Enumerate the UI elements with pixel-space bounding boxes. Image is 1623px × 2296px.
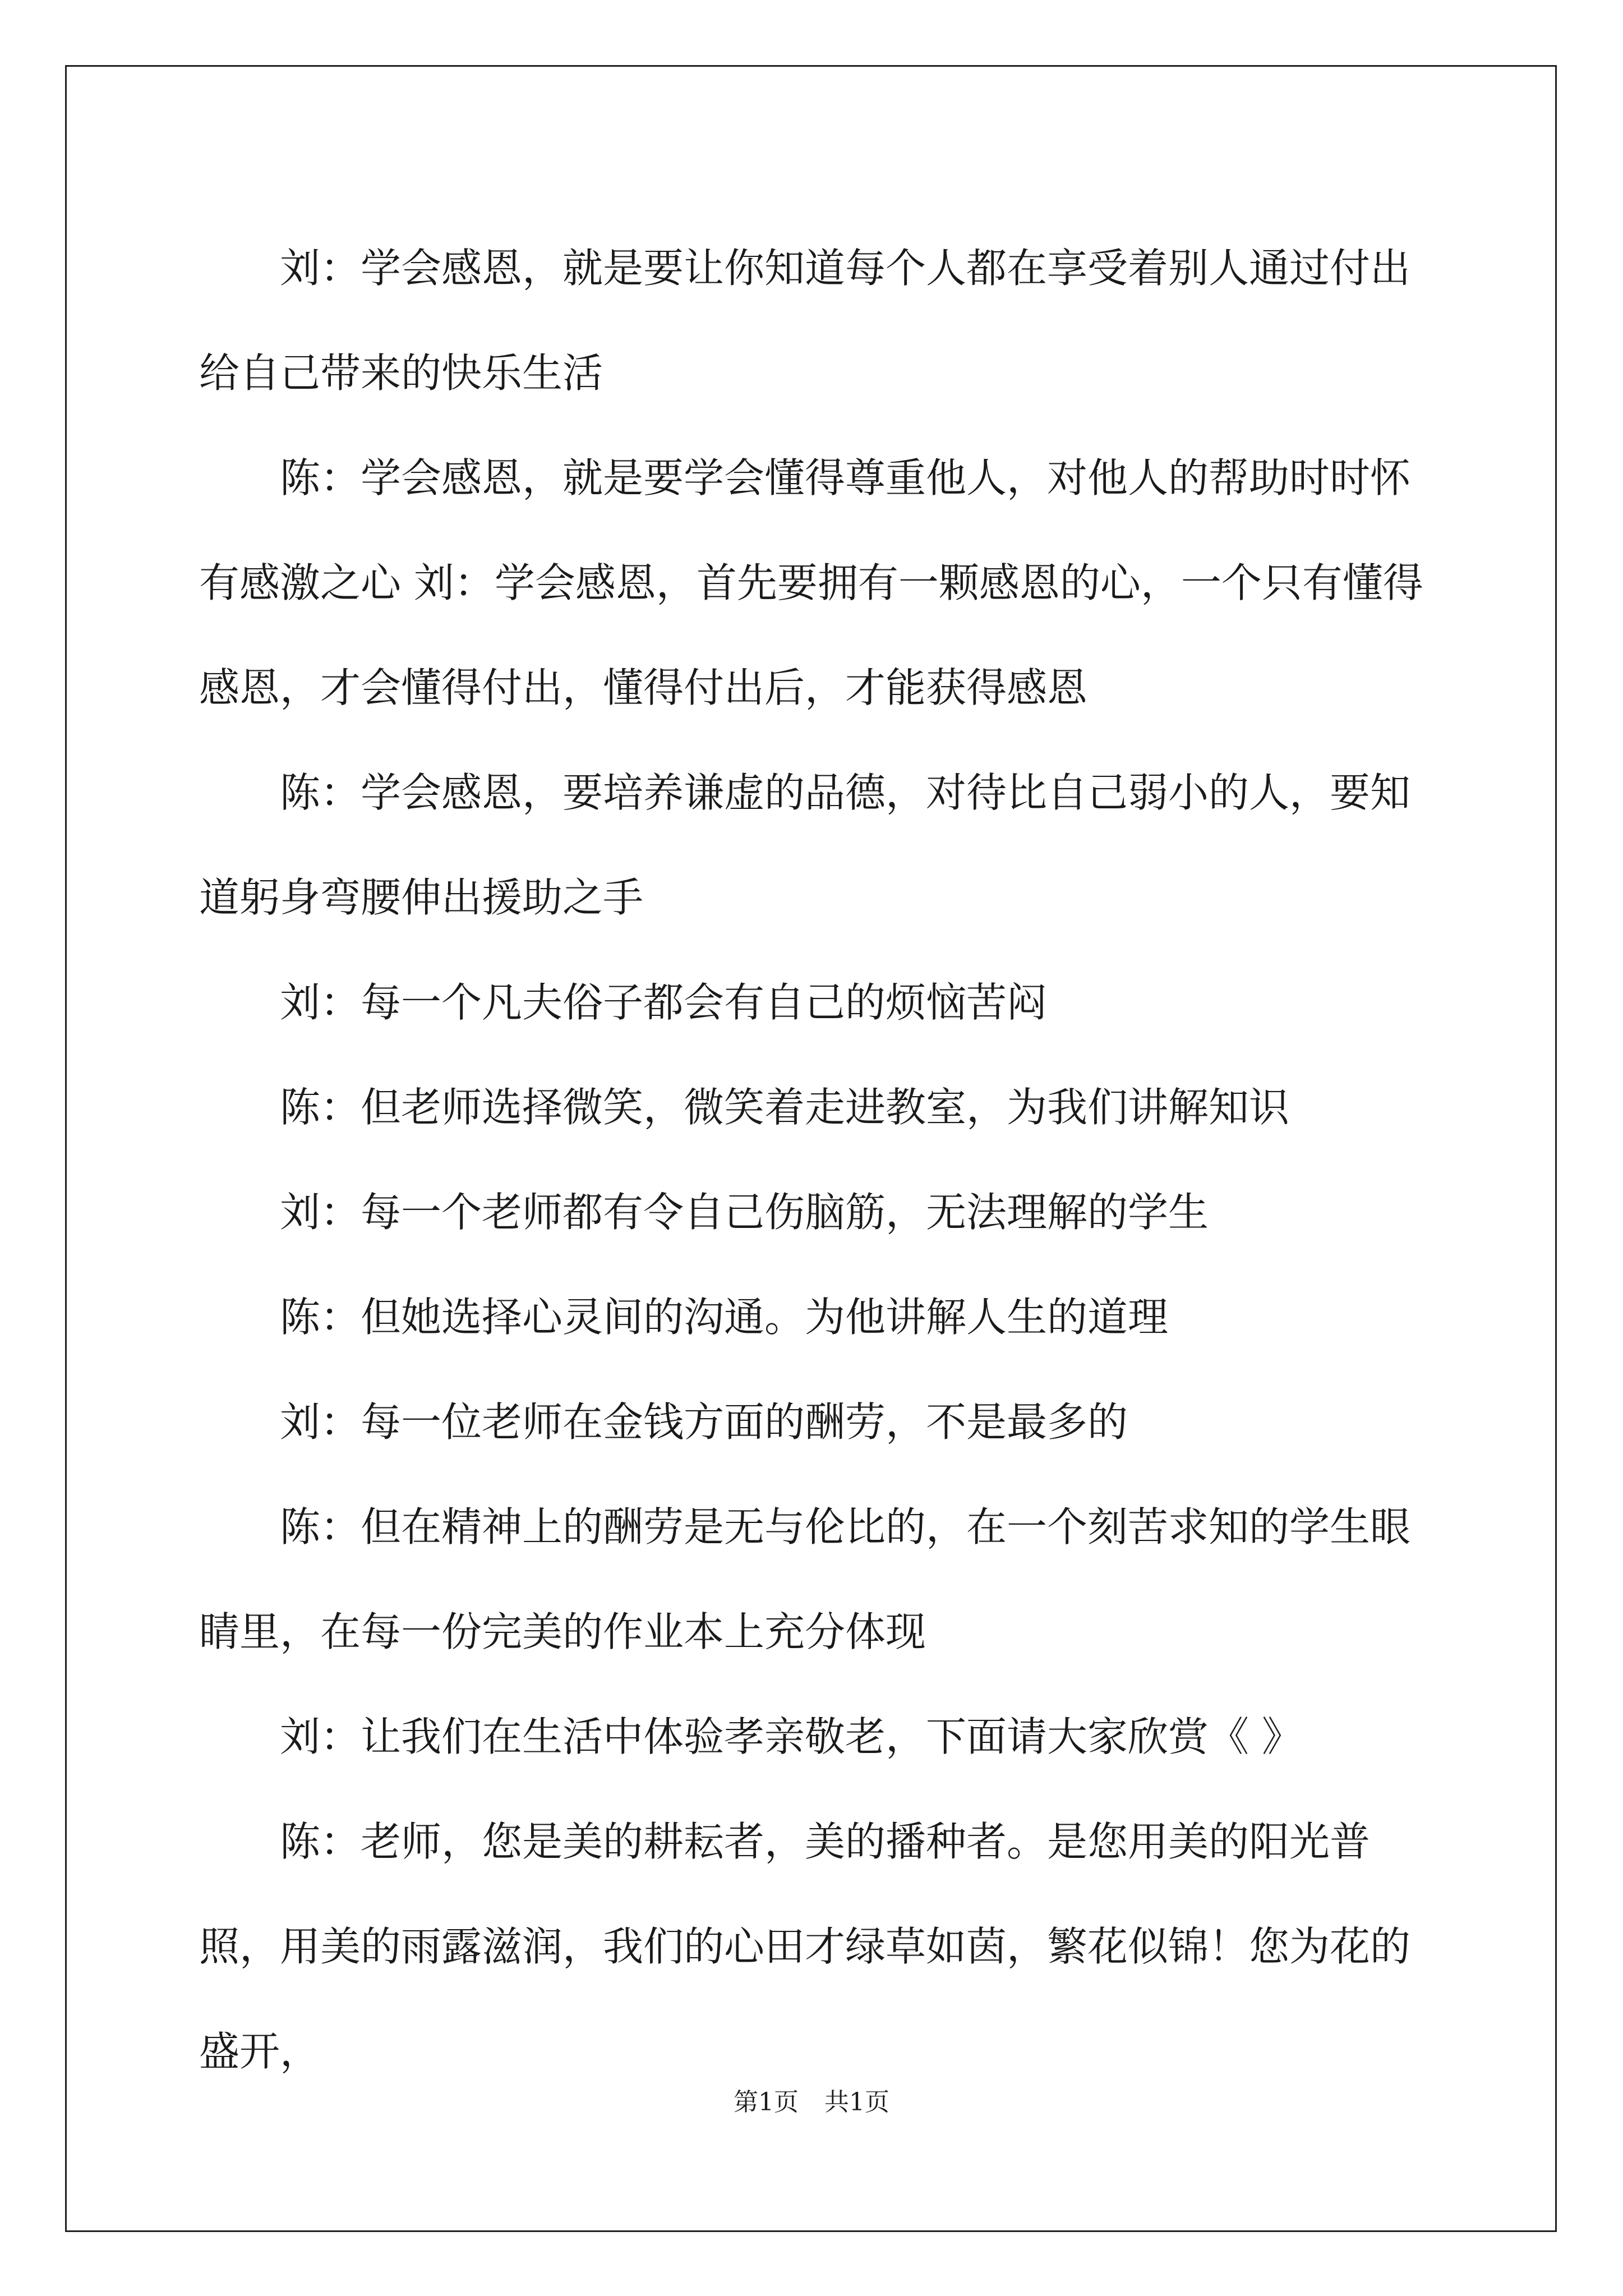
paragraph: 陈：老师，您是美的耕耘者，美的播种者。是您用美的阳光普照，用美的雨露滋润，我们的心田才绿草如茵，繁花似锦！您为花的盛开， bbox=[199, 1818, 1411, 2075]
page-footer bbox=[0, 2086, 1623, 2119]
page-total: 共1页 bbox=[824, 2088, 889, 2116]
paragraph: 刘：每一位老师在金钱方面的酬劳，不是最多的 bbox=[280, 1398, 1128, 1446]
paragraph: 陈：学会感恩，要培养谦虚的品德，对待比自己弱小的人，要知道躬身弯腰伸出援助之手 bbox=[199, 769, 1411, 921]
paragraph: 刘：让我们在生活中体验孝亲敬老，下面请大家欣赏《 》 bbox=[280, 1713, 1302, 1760]
paragraph: 陈：但她选择心灵间的沟通。为他讲解人生的道理 bbox=[280, 1294, 1169, 1341]
paragraph: 刘：学会感恩，就是要让你知道每个人都在享受着别人通过付出给自己带来的快乐生活 bbox=[199, 245, 1411, 397]
document-body bbox=[199, 216, 1427, 2104]
page-number: 第1页 bbox=[734, 2088, 799, 2116]
paragraph: 刘：每一个凡夫俗子都会有自己的烦恼苦闷 bbox=[280, 979, 1048, 1026]
paragraph: 刘：每一个老师都有令自己伤脑筋，无法理解的学生 bbox=[280, 1189, 1209, 1236]
paragraph: 陈：学会感恩，就是要学会懂得尊重他人，对他人的帮助时时怀有感激之心 刘：学会感恩，首先要拥有一颗感恩的心，一个只有懂得感恩，才会懂得付出，懂得付出后，才能获得感恩 bbox=[199, 454, 1423, 711]
paragraph: 陈：但在精神上的酬劳是无与伦比的，在一个刻苦求知的学生眼睛里，在每一份完美的作业本上充分体现 bbox=[199, 1503, 1411, 1655]
paragraph: 陈：但老师选择微笑，微笑着走进教室，为我们讲解知识 bbox=[280, 1084, 1290, 1131]
